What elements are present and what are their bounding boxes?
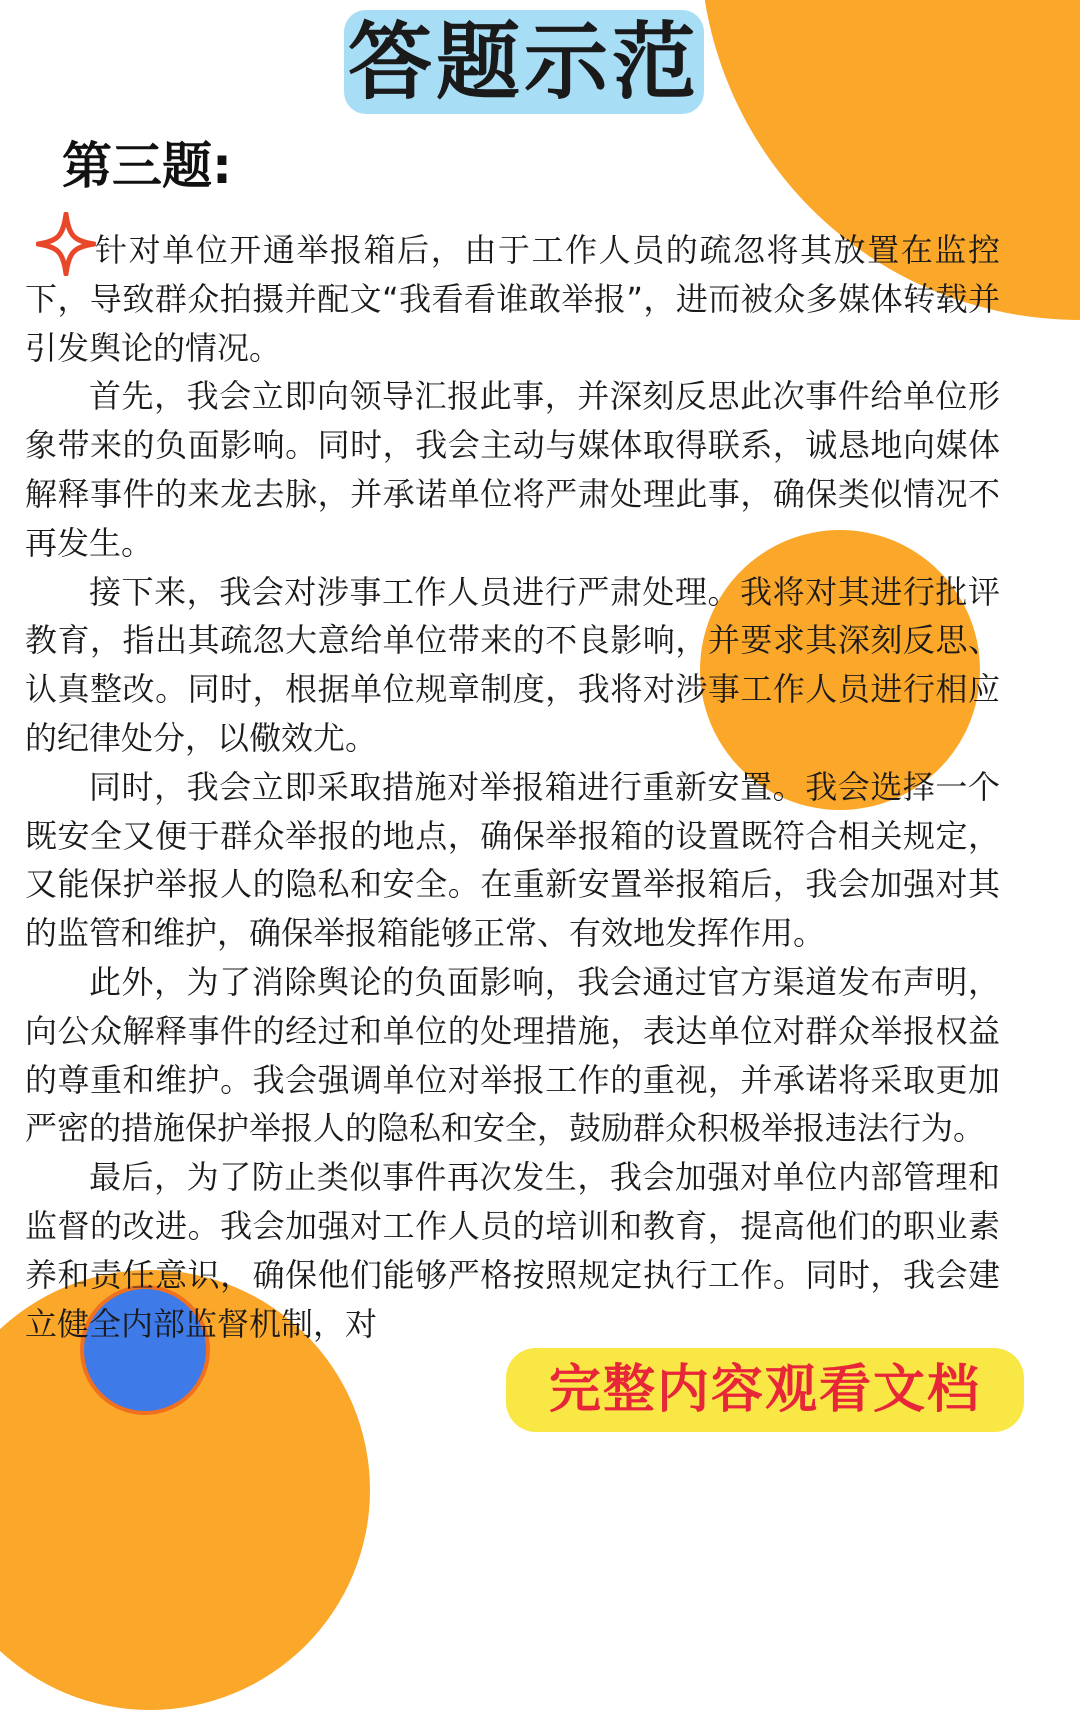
- answer-article: [25, 226, 1000, 1348]
- view-full-document-button[interactable]: [506, 1348, 1024, 1432]
- question-heading: 第三题:: [62, 137, 232, 195]
- paragraph-statement: 此外，为了消除舆论的负面影响，我会通过官方渠道发布声明，向公众解释事件的经过和单位的处理措施，表达单位对群众举报权益的尊重和维护。我会强调单位对举报工作的重视，并承诺将采取更加严密的措施保护举报人的隐私和安全，鼓励群众积极举报违法行为。: [25, 962, 1000, 1148]
- paragraph-next: 接下来，我会对涉事工作人员进行严肃处理。我将对其进行批评教育，指出其疏忽大意给单位带来的不良影响，并要求其深刻反思、认真整改。同时，根据单位规章制度，我将对涉事工作人员进行相应的纪律处分，以儆效尤。: [25, 572, 1000, 757]
- paragraph-final: 最后，为了防止类似事件再次发生，我会加强对单位内部管理和监督的改进。我会加强对工作人员的培训和教育，提高他们的职业素养和责任意识，确保他们能够严格按照规定执行工作。同时，我会建立健全内部监督机制，对: [25, 1158, 1000, 1343]
- intro-paragraph: 针对单位开通举报箱后，由于工作人员的疏忽将其放置在监控下，导致群众拍摄并配文“我看看谁敢举报”，进而被众多媒体转载并引发舆论的情况。: [25, 231, 1000, 367]
- paragraph-first: 首先，我会立即向领导汇报此事，并深刻反思此次事件给单位形象带来的负面影响。同时，我会主动与媒体取得联系，诚恳地向媒体解释事件的来龙去脉，并承诺单位将严肃处理此事，确保类似情况不再发生。: [25, 377, 1000, 562]
- page-title: 答题示范: [347, 13, 700, 111]
- view-full-document-label: 完整内容观看文档: [548, 1360, 981, 1420]
- title-banner: [344, 10, 704, 114]
- paragraph-relocate: 同时，我会立即采取措施对举报箱进行重新安置。我会选择一个既安全又便于群众举报的地点，确保举报箱的设置既符合相关规定，又能保护举报人的隐私和安全。在重新安置举报箱后，我会加强对其的监管和维护，确保举报箱能够正常、有效地发挥作用。: [25, 767, 1000, 953]
